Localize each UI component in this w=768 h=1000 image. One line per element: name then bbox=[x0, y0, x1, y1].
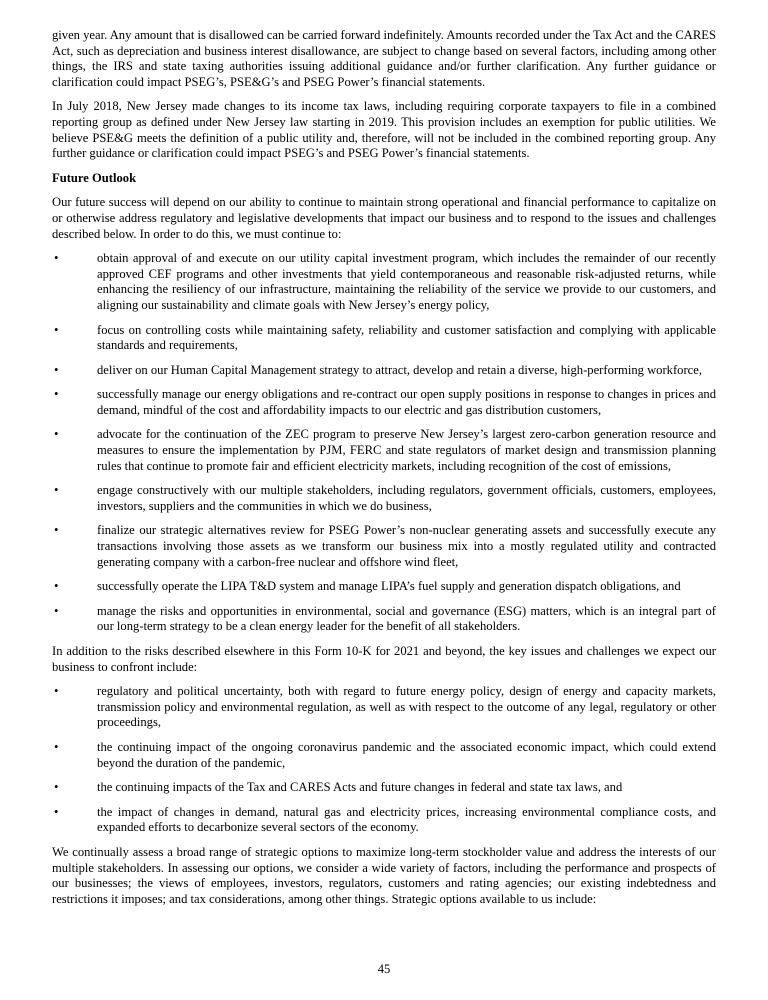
bullet-list-key-issues bbox=[52, 684, 716, 845]
bullet-marker: • bbox=[54, 804, 59, 819]
list-item-text: the impact of changes in demand, natural gas and electricity prices, increasing environmental compliance costs, and expanded efforts to decarbonize several sectors of the economy. bbox=[97, 804, 716, 835]
list-item-text: the continuing impact of the ongoing coronavirus pandemic and the associated economic impact, which could extend beyond the duration of the pandemic, bbox=[97, 739, 716, 770]
list-item-text: successfully manage our energy obligations and re-contract our open supply positions in response to changes in prices and demand, mindful of the cost and affordability impacts to our electric and gas distribution customers, bbox=[97, 387, 716, 417]
list-item-text: engage constructively with our multiple stakeholders, including regulators, government officials, customers, employees, investors, suppliers and the communities in which we do business, bbox=[97, 483, 716, 513]
list-item-text: the continuing impacts of the Tax and CARES Acts and future changes in federal and state tax laws, and bbox=[97, 780, 623, 795]
list-item bbox=[52, 805, 716, 836]
bullet-marker: • bbox=[54, 739, 59, 754]
section-heading-future-outlook: Future Outlook bbox=[52, 170, 137, 185]
bullet-marker: • bbox=[54, 603, 59, 618]
list-item bbox=[52, 363, 716, 379]
paragraph-future-success-intro: Our future success will depend on our ability to continue to maintain strong operational and financial performance to capitalize on or otherwise address regulatory and legislative developments that impact our business and to respond to the issues and challenges described below. In order to do this, we must continue to: bbox=[52, 195, 716, 241]
bullet-marker: • bbox=[54, 362, 59, 377]
list-item bbox=[52, 579, 716, 595]
bullet-marker: • bbox=[54, 684, 59, 699]
paragraph-tax-act: given year. Any amount that is disallowed can be carried forward indefinitely. Amounts recorded under the Tax Act and the CARES Act, such as depreciation and business interest disallowance, are subject to change based on several factors, including among other things, the IRS and state taxing authorities issuing additional guidance and/or further clarification. Any further guidance or clarification could impact PSEG’s, PSE&G’s and PSEG Power’s financial statements. bbox=[52, 28, 716, 89]
bullet-marker: • bbox=[54, 251, 59, 266]
list-item bbox=[52, 604, 716, 635]
list-item bbox=[52, 251, 716, 313]
bullet-marker: • bbox=[54, 322, 59, 337]
page-number: 45 bbox=[377, 962, 391, 977]
list-item bbox=[52, 483, 716, 514]
bullet-marker: • bbox=[54, 780, 59, 795]
list-item bbox=[52, 684, 716, 731]
bullet-marker: • bbox=[54, 427, 59, 442]
list-item bbox=[52, 740, 716, 771]
list-item bbox=[52, 323, 716, 354]
list-item-text: focus on controlling costs while maintaining safety, reliability and customer satisfaction and complying with applicable standards and requirements, bbox=[97, 322, 716, 353]
list-item-text: successfully operate the LIPA T&D system and manage LIPA’s fuel supply and generation dispatch obligations, and bbox=[97, 579, 681, 594]
list-item-text: finalize our strategic alternatives review for PSEG Power’s non-nuclear generating assets and successfully execute any transactions involving those assets as we transform our business mix into a mostly regulated utility and contracted generating company with a carbon-free nuclear and offshore wind fleet, bbox=[97, 523, 716, 569]
paragraph-strategic-options: We continually assess a broad range of strategic options to maximize long-term stockholder value and address the interests of our multiple stakeholders. In assessing our options, we consider a wide variety of factors, including the performance and prospects of our businesses; the views of employees, investors, regulators, customers and rating agencies; our existing indebtedness and restrictions it imposes; and tax considerations, among other things. Strategic options available to us include: bbox=[52, 844, 716, 906]
bullet-marker: • bbox=[54, 387, 59, 402]
bullet-marker: • bbox=[54, 483, 59, 498]
list-item-text: advocate for the continuation of the ZEC program to preserve New Jersey’s largest zero-carbon generation resource and measures to ensure the implementation by PJM, FERC and state regulators of market design and transmission planning rules that continue to promote fair and efficient electricity markets, including recognition of the cost of emissions, bbox=[97, 427, 716, 473]
list-item bbox=[52, 387, 716, 418]
list-item bbox=[52, 780, 716, 796]
list-item bbox=[52, 427, 716, 474]
paragraph-nj-tax-law: In July 2018, New Jersey made changes to its income tax laws, including requiring corporate taxpayers to file in a combined reporting group as defined under New Jersey law starting in 2019. This provision includes an exemption for public utilities. We believe PSE&G meets the definition of a public utility and, therefore, will not be included in the combined reporting group. Any further guidance or clarification could impact PSEG’s and PSEG Power’s financial statements. bbox=[52, 99, 716, 161]
bullet-marker: • bbox=[54, 523, 59, 538]
list-item-text: deliver on our Human Capital Management strategy to attract, develop and retain a diverse, high-performing workforce, bbox=[97, 362, 702, 377]
bullet-list-continue-to bbox=[52, 251, 716, 644]
bullet-marker: • bbox=[54, 579, 59, 594]
list-item-text: obtain approval of and execute on our utility capital investment program, which includes the remainder of our recently approved CEF programs and other investments that yield contemporaneous and reasonable risk-adjusted returns, while enhancing the resiliency of our infrastructure, maintaining the reliability of the service we provide to our customers, and aligning our sustainability and climate goals with New Jersey’s energy policy, bbox=[97, 251, 716, 312]
list-item-text: manage the risks and opportunities in environmental, social and governance (ESG) matters, which is an integral part of our long-term strategy to be a clean energy leader for the benefit of all stakeholders. bbox=[97, 603, 716, 634]
list-item-text: regulatory and political uncertainty, both with regard to future energy policy, design of energy and capacity markets, transmission policy and environmental regulation, as well as with respect to the outcome of any legal, regulatory or other proceedings, bbox=[97, 684, 716, 730]
paragraph-risks-intro: In addition to the risks described elsewhere in this Form 10-K for 2021 and beyond, the key issues and challenges we expect our business to confront include: bbox=[52, 644, 716, 674]
list-item bbox=[52, 523, 716, 570]
